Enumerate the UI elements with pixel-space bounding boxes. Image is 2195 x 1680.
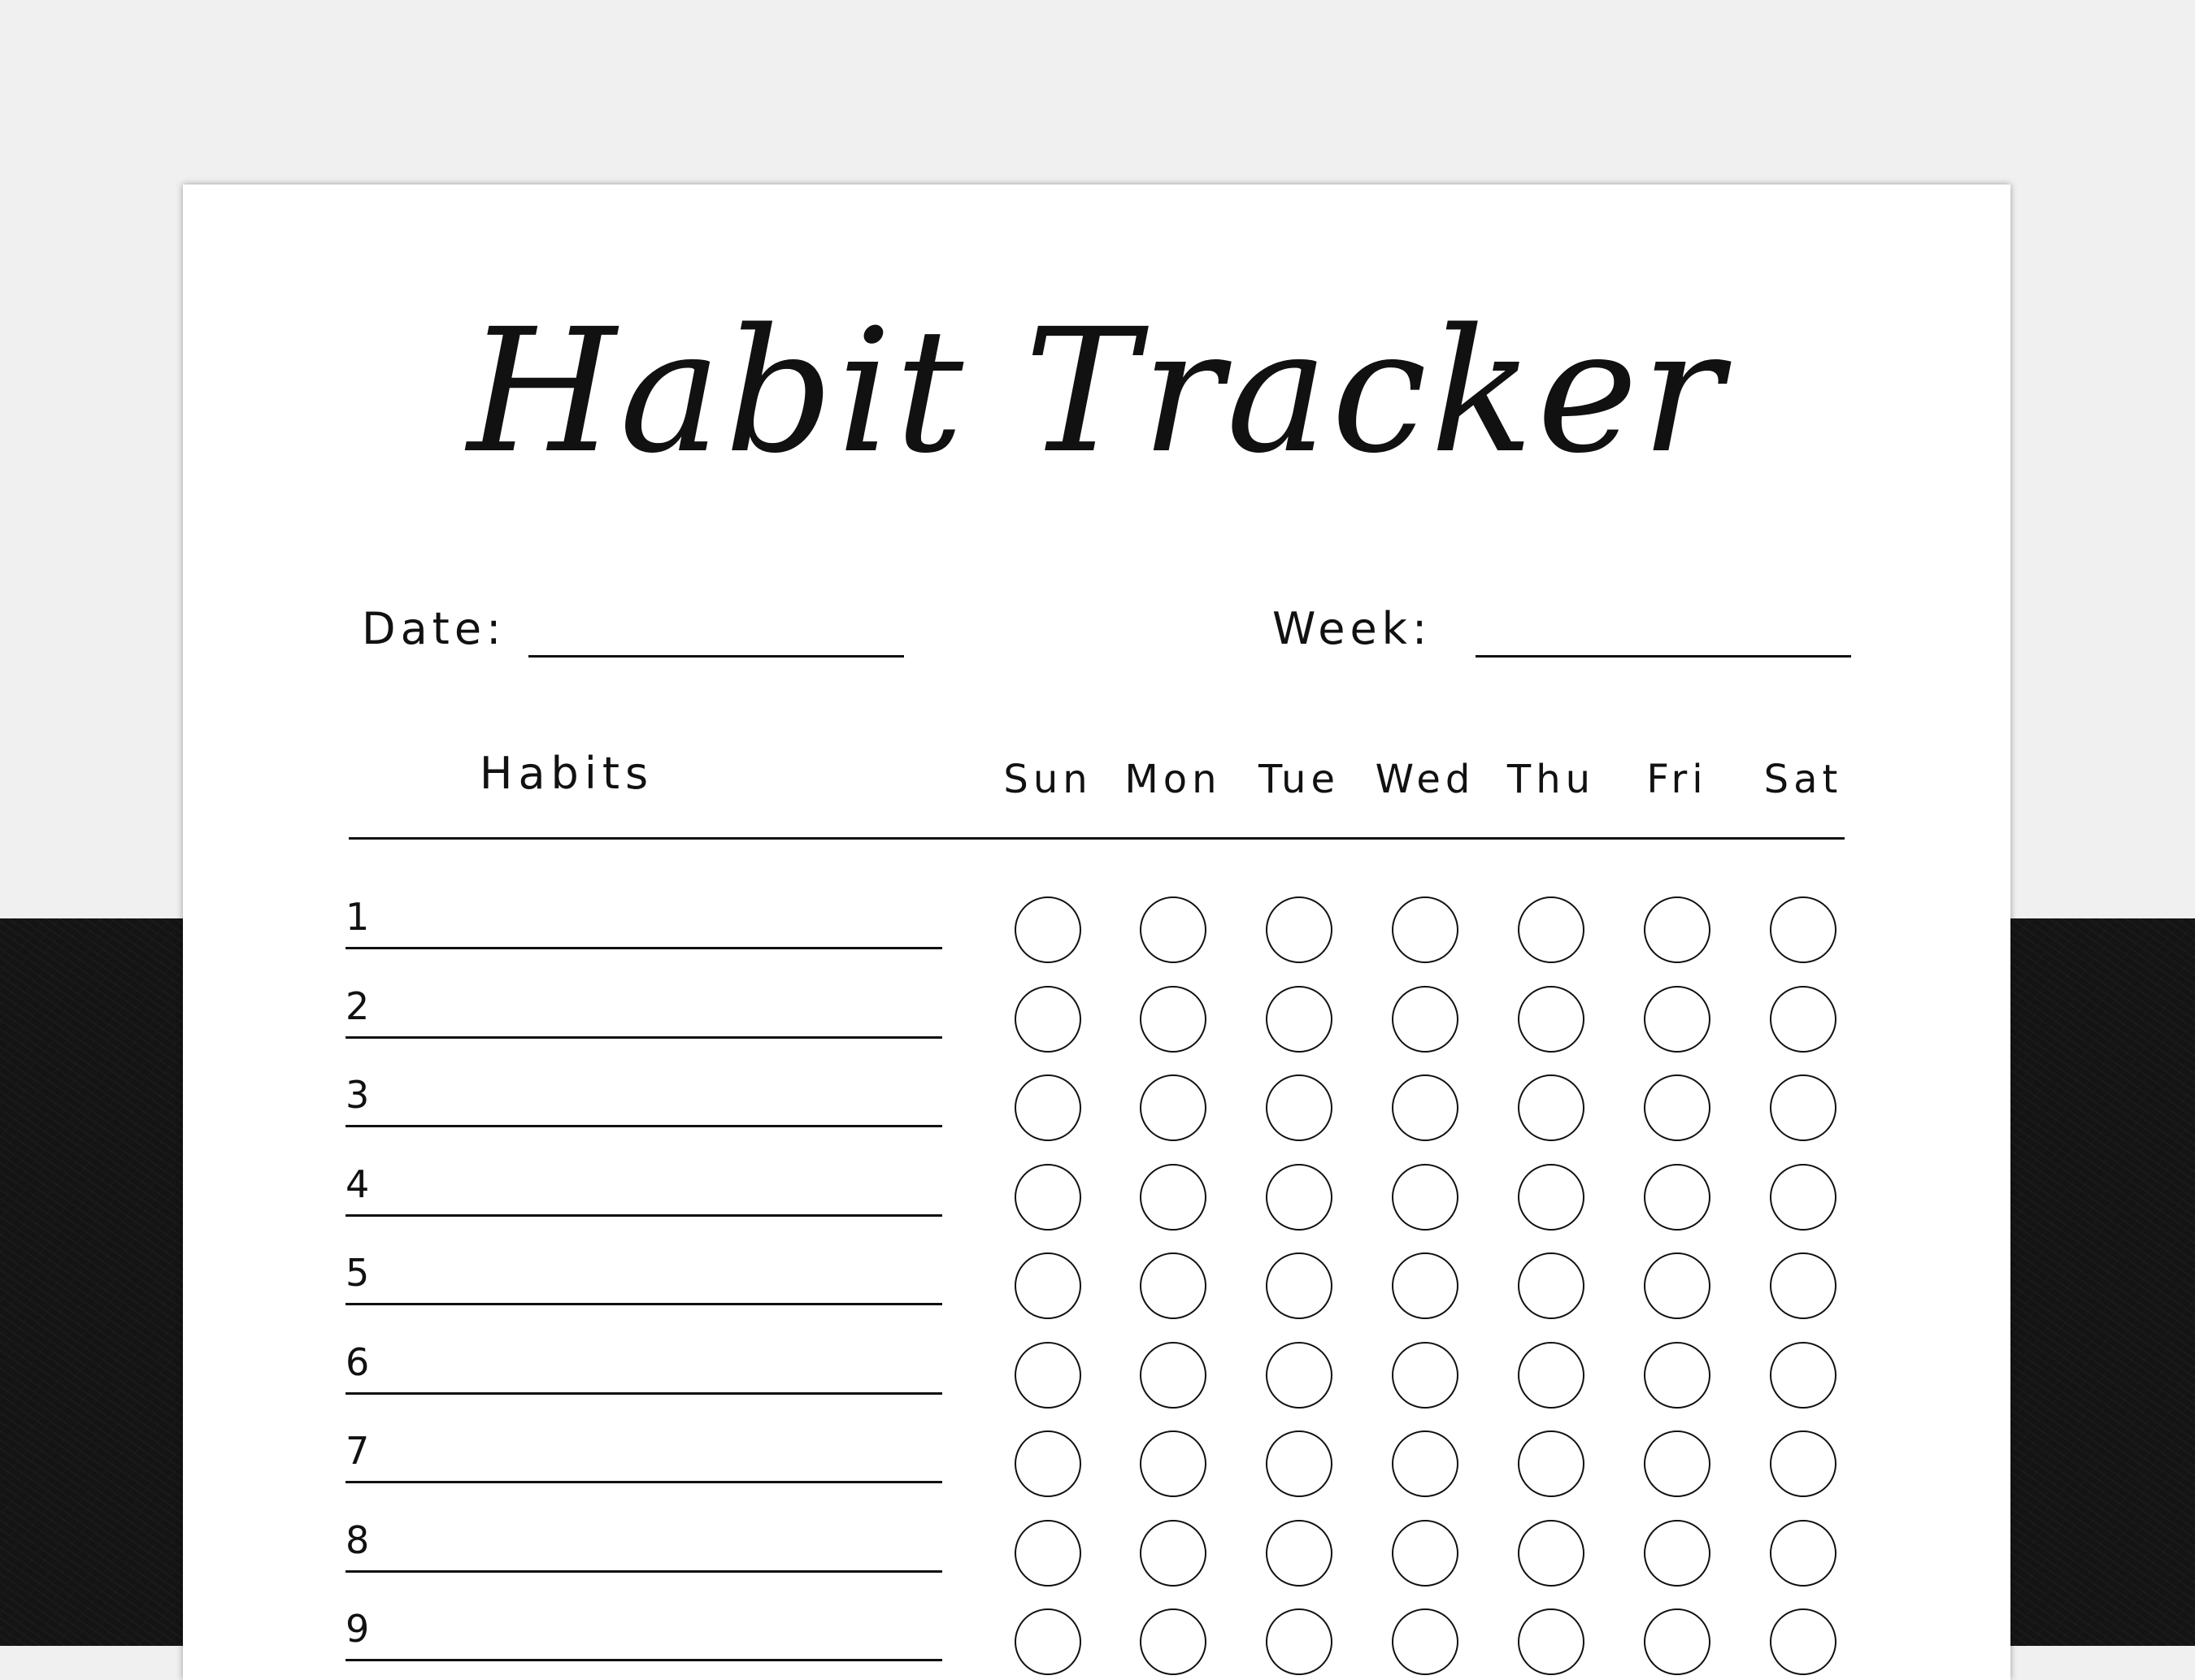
habit-row-number: 7 <box>346 1429 370 1473</box>
day-header-thu: Thu <box>1506 757 1596 802</box>
habit-row-number: 5 <box>346 1251 370 1295</box>
checkbox-circle-sun[interactable] <box>1015 1342 1081 1409</box>
checkbox-circle-tue[interactable] <box>1266 896 1332 963</box>
date-field[interactable] <box>528 655 904 658</box>
checkbox-circle-mon[interactable] <box>1140 1608 1206 1675</box>
checkbox-circle-tue[interactable] <box>1266 1252 1332 1319</box>
checkbox-circle-sun[interactable] <box>1015 1608 1081 1675</box>
checkbox-circle-wed[interactable] <box>1392 1252 1458 1319</box>
checkbox-circle-mon[interactable] <box>1140 1520 1206 1587</box>
week-label: Week: <box>1272 603 1432 654</box>
checkbox-circle-fri[interactable] <box>1644 1520 1710 1587</box>
checkbox-circle-fri[interactable] <box>1644 896 1710 963</box>
checkbox-circle-thu[interactable] <box>1518 1164 1584 1231</box>
page-title: Habit Tracker <box>467 292 1727 491</box>
habit-name-field[interactable] <box>346 1303 942 1305</box>
date-label: Date: <box>362 603 506 654</box>
checkbox-circle-wed[interactable] <box>1392 986 1458 1053</box>
checkbox-circle-sat[interactable] <box>1770 986 1836 1053</box>
checkbox-circle-fri[interactable] <box>1644 1164 1710 1231</box>
habit-row-number: 4 <box>346 1161 370 1206</box>
checkbox-circle-thu[interactable] <box>1518 1252 1584 1319</box>
checkbox-circle-fri[interactable] <box>1644 1430 1710 1497</box>
checkbox-circle-fri[interactable] <box>1644 1608 1710 1675</box>
checkbox-circle-sun[interactable] <box>1015 1164 1081 1231</box>
checkbox-circle-tue[interactable] <box>1266 1520 1332 1587</box>
checkbox-circle-wed[interactable] <box>1392 1164 1458 1231</box>
checkbox-circle-tue[interactable] <box>1266 1608 1332 1675</box>
checkbox-circle-thu[interactable] <box>1518 986 1584 1053</box>
checkbox-circle-sat[interactable] <box>1770 1520 1836 1587</box>
checkbox-circle-thu[interactable] <box>1518 1074 1584 1141</box>
checkbox-circle-mon[interactable] <box>1140 1164 1206 1231</box>
checkbox-circle-mon[interactable] <box>1140 1074 1206 1141</box>
day-header-sat: Sat <box>1763 757 1843 802</box>
checkbox-circle-wed[interactable] <box>1392 1608 1458 1675</box>
habits-column-header: Habits <box>479 748 654 799</box>
habit-name-field[interactable] <box>346 947 942 949</box>
checkbox-circle-mon[interactable] <box>1140 1252 1206 1319</box>
checkbox-circle-mon[interactable] <box>1140 1342 1206 1409</box>
checkbox-circle-wed[interactable] <box>1392 1430 1458 1497</box>
day-header-sun: Sun <box>1003 757 1093 802</box>
checkbox-circle-fri[interactable] <box>1644 1342 1710 1409</box>
habit-name-field[interactable] <box>346 1036 942 1039</box>
habit-row-number: 9 <box>346 1607 370 1651</box>
checkbox-circle-sun[interactable] <box>1015 986 1081 1053</box>
checkbox-circle-tue[interactable] <box>1266 986 1332 1053</box>
checkbox-circle-sun[interactable] <box>1015 1074 1081 1141</box>
checkbox-circle-wed[interactable] <box>1392 1074 1458 1141</box>
habit-name-field[interactable] <box>346 1570 942 1573</box>
checkbox-circle-wed[interactable] <box>1392 1342 1458 1409</box>
checkbox-circle-thu[interactable] <box>1518 1608 1584 1675</box>
checkbox-circle-fri[interactable] <box>1644 986 1710 1053</box>
checkbox-circle-thu[interactable] <box>1518 1342 1584 1409</box>
day-header-tue: Tue <box>1258 757 1340 802</box>
checkbox-circle-sat[interactable] <box>1770 1430 1836 1497</box>
habit-row-number: 2 <box>346 983 370 1028</box>
checkbox-circle-mon[interactable] <box>1140 896 1206 963</box>
checkbox-circle-fri[interactable] <box>1644 1074 1710 1141</box>
checkbox-circle-sat[interactable] <box>1770 1608 1836 1675</box>
habit-row-number: 1 <box>346 895 370 939</box>
checkbox-circle-sat[interactable] <box>1770 1342 1836 1409</box>
week-field[interactable] <box>1476 655 1851 658</box>
checkbox-circle-thu[interactable] <box>1518 1430 1584 1497</box>
checkbox-circle-thu[interactable] <box>1518 896 1584 963</box>
habit-name-field[interactable] <box>346 1481 942 1483</box>
checkbox-circle-sun[interactable] <box>1015 1520 1081 1587</box>
habit-name-field[interactable] <box>346 1125 942 1127</box>
checkbox-circle-tue[interactable] <box>1266 1342 1332 1409</box>
checkbox-circle-sat[interactable] <box>1770 896 1836 963</box>
habit-name-field[interactable] <box>346 1659 942 1661</box>
habit-name-field[interactable] <box>346 1392 942 1395</box>
day-header-mon: Mon <box>1124 757 1222 802</box>
habit-row-number: 3 <box>346 1073 370 1117</box>
habit-row-number: 8 <box>346 1517 370 1562</box>
checkbox-circle-tue[interactable] <box>1266 1074 1332 1141</box>
checkbox-circle-sun[interactable] <box>1015 1430 1081 1497</box>
habit-name-field[interactable] <box>346 1214 942 1217</box>
checkbox-circle-sat[interactable] <box>1770 1252 1836 1319</box>
checkbox-circle-tue[interactable] <box>1266 1430 1332 1497</box>
day-header-wed: Wed <box>1375 757 1476 802</box>
checkbox-circle-fri[interactable] <box>1644 1252 1710 1319</box>
checkbox-circle-mon[interactable] <box>1140 1430 1206 1497</box>
checkbox-circle-sun[interactable] <box>1015 896 1081 963</box>
habit-tracker-sheet <box>183 184 2010 1680</box>
checkbox-circle-tue[interactable] <box>1266 1164 1332 1231</box>
checkbox-circle-sat[interactable] <box>1770 1164 1836 1231</box>
checkbox-circle-wed[interactable] <box>1392 896 1458 963</box>
checkbox-circle-sat[interactable] <box>1770 1074 1836 1141</box>
checkbox-circle-sun[interactable] <box>1015 1252 1081 1319</box>
checkbox-circle-wed[interactable] <box>1392 1520 1458 1587</box>
checkbox-circle-thu[interactable] <box>1518 1520 1584 1587</box>
checkbox-circle-mon[interactable] <box>1140 986 1206 1053</box>
header-divider <box>349 837 1845 840</box>
day-header-fri: Fri <box>1646 757 1708 802</box>
habit-row-number: 6 <box>346 1339 370 1384</box>
